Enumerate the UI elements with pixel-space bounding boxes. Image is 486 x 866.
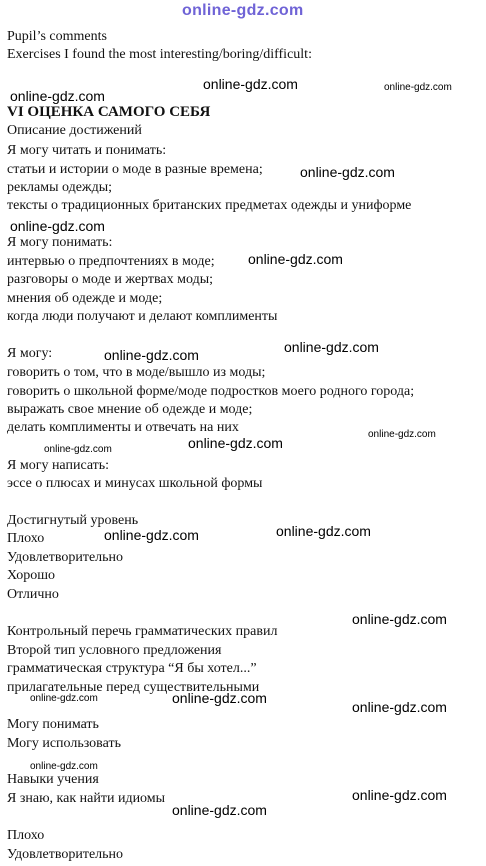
text-line: говорить о школьной форме/моде подростков моего родного города; — [7, 384, 415, 399]
level-option: Плохо — [7, 828, 45, 843]
text-line: мнения об одежде и моде; — [7, 291, 163, 306]
can-understand-item: Могу понимать — [7, 717, 99, 732]
watermark: online-gdz.com — [352, 611, 447, 627]
section-title: VI ОЦЕНКА САМОГО СЕБЯ — [7, 104, 211, 120]
watermark: online-gdz.com — [188, 435, 283, 451]
watermark: online-gdz.com — [182, 2, 304, 19]
grammar-item: прилагательные перед существительными — [7, 680, 260, 695]
watermark: online-gdz.com — [248, 251, 343, 267]
text-line: делать комплименты и отвечать на них — [7, 420, 239, 435]
watermark: online-gdz.com — [352, 699, 447, 715]
grammar-checklist-heading: Контрольный перечь грамматических правил — [7, 624, 278, 639]
watermark: online-gdz.com — [384, 82, 452, 93]
watermark: online-gdz.com — [10, 88, 105, 104]
watermark: online-gdz.com — [300, 164, 395, 180]
study-skills-item: Я знаю, как найти идиомы — [7, 791, 166, 806]
level-option: Отлично — [7, 587, 59, 602]
can-understand-heading: Я могу понимать: — [7, 235, 113, 250]
watermark: online-gdz.com — [352, 787, 447, 803]
text-line: интервью о предпочтениях в моде; — [7, 254, 215, 269]
watermark: online-gdz.com — [368, 429, 436, 440]
grammar-item: грамматическая структура “Я бы хотел...” — [7, 661, 257, 676]
watermark: online-gdz.com — [203, 76, 298, 92]
achievements-subtitle: Описание достижений — [7, 123, 142, 138]
level-option: Удовлетворительно — [7, 847, 124, 862]
watermark: online-gdz.com — [44, 444, 112, 455]
watermark: online-gdz.com — [30, 761, 98, 772]
watermark: online-gdz.com — [284, 339, 379, 355]
can-heading: Я могу: — [7, 346, 53, 361]
text-line: эссе о плюсах и минусах школьной формы — [7, 476, 263, 491]
exercises-comment-line: Exercises I found the most interesting/boring/difficult: — [7, 47, 312, 62]
watermark: online-gdz.com — [30, 693, 98, 704]
watermark: online-gdz.com — [172, 802, 267, 818]
watermark: online-gdz.com — [104, 347, 199, 363]
study-skills-heading: Навыки учения — [7, 772, 99, 787]
text-line: статьи и истории о моде в разные времена; — [7, 162, 263, 177]
pupils-comments-heading: Pupil’s comments — [7, 29, 107, 44]
text-line: рекламы одежды; — [7, 180, 113, 195]
can-write-heading: Я могу написать: — [7, 458, 110, 473]
watermark: online-gdz.com — [172, 690, 267, 706]
text-line: разговоры о моде и жертвах моды; — [7, 272, 213, 287]
text-line: тексты о традиционных британских предметах одежды и униформе — [7, 198, 412, 213]
text-line: когда люди получают и делают комплименты — [7, 309, 278, 324]
can-read-heading: Я могу читать и понимать: — [7, 143, 167, 158]
grammar-item: Второй тип условного предложения — [7, 643, 222, 658]
level-option: Удовлетворительно — [7, 550, 124, 565]
level-option: Хорошо — [7, 568, 56, 583]
text-line: выражать свое мнение об одежде и моде; — [7, 402, 253, 417]
text-line: говорить о том, что в моде/вышло из моды; — [7, 365, 266, 380]
watermark: online-gdz.com — [10, 218, 105, 234]
can-use-item: Могу использовать — [7, 736, 121, 751]
watermark: online-gdz.com — [104, 527, 199, 543]
level-option: Плохо — [7, 531, 45, 546]
level-heading: Достигнутый уровень — [7, 513, 139, 528]
watermark: online-gdz.com — [276, 523, 371, 539]
